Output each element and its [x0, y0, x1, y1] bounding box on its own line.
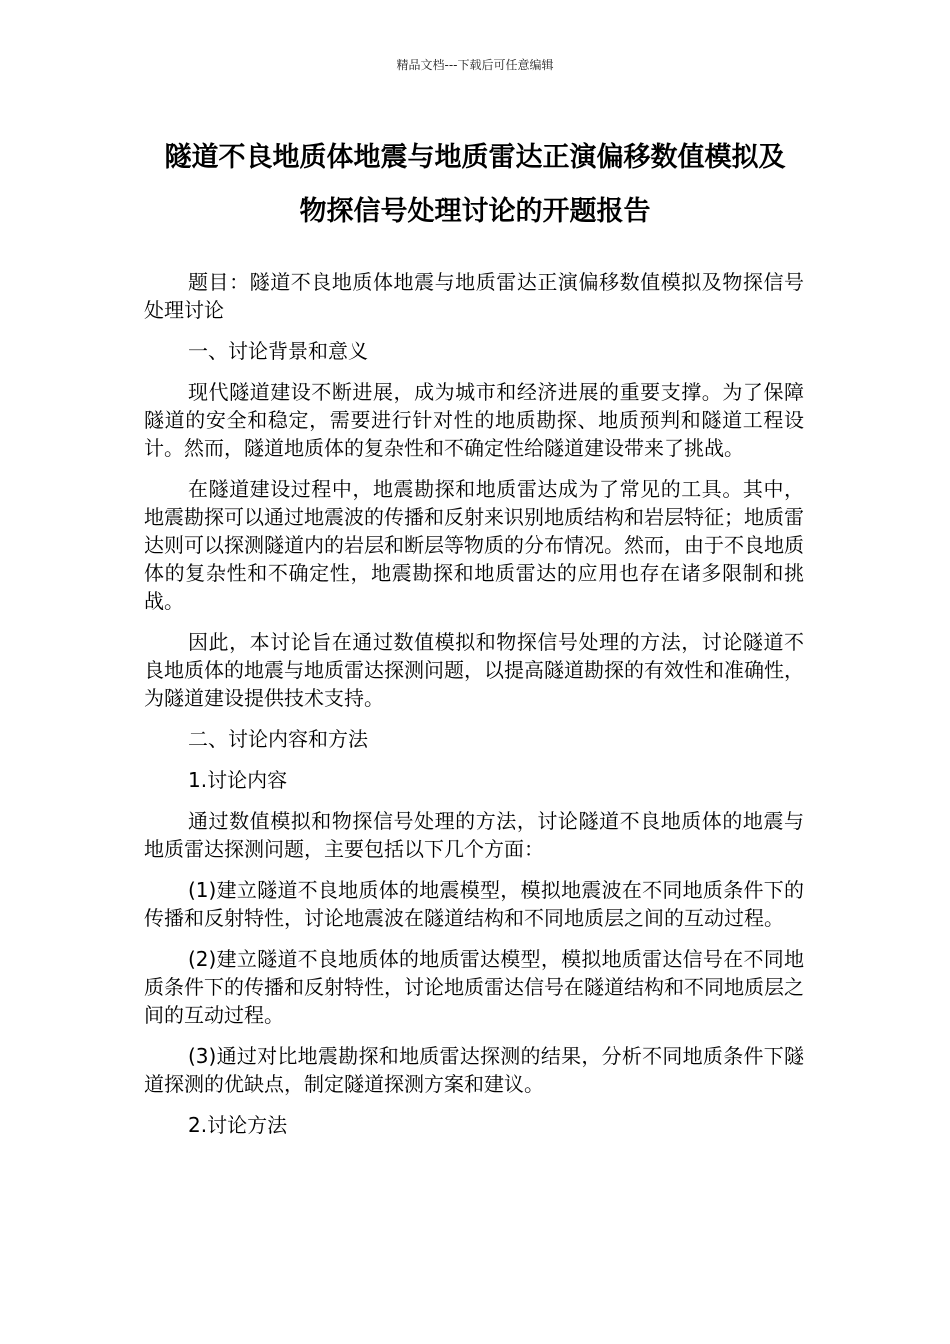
subsection-heading-content: 1.讨论内容 [188, 768, 288, 792]
title-line-1: 隧道不良地质体地震与地质雷达正演偏移数值模拟及 [164, 142, 786, 173]
body-paragraph: 因此，本讨论旨在通过数值模拟和物探信号处理的方法，讨论隧道不良地质体的地震与地质雷达探测问题，以提高隧道勘探的有效性和准确性，为隧道建设提供技术支持。 [144, 630, 804, 710]
section-heading-content-methods: 二、讨论内容和方法 [188, 727, 368, 751]
subsection-heading-methods: 2.讨论方法 [188, 1113, 288, 1137]
document-body [144, 268, 804, 1152]
body-paragraph: 现代隧道建设不断进展，成为城市和经济进展的重要支撑。为了保障隧道的安全和稳定，需要进行针对性的地质勘探、地质预判和隧道工程设计。然而，隧道地质体的复杂性和不确定性给隧道建设带来了挑战。 [144, 380, 804, 460]
body-paragraph: 通过数值模拟和物探信号处理的方法，讨论隧道不良地质体的地震与地质雷达探测问题，主要包括以下几个方面： [144, 809, 804, 861]
list-item: (3)通过对比地震勘探和地质雷达探测的结果，分析不同地质条件下隧道探测的优缺点，制定隧道探测方案和建议。 [144, 1044, 804, 1096]
document-title [135, 131, 815, 239]
list-item: (2)建立隧道不良地质体的地质雷达模型，模拟地质雷达信号在不同地质条件下的传播和反射特性，讨论地质雷达信号在隧道结构和不同地质层之间的互动过程。 [144, 947, 804, 1027]
list-item: (1)建立隧道不良地质体的地震模型，模拟地震波在不同地质条件下的传播和反射特性，讨论地震波在隧道结构和不同地质层之间的互动过程。 [144, 878, 804, 930]
topic-paragraph: 题目：隧道不良地质体地震与地质雷达正演偏移数值模拟及物探信号处理讨论 [144, 270, 804, 322]
page-header: 精品文档---下载后可任意编辑 [396, 58, 554, 72]
title-line-2: 物探信号处理讨论的开题报告 [299, 196, 651, 227]
section-heading-background: 一、讨论背景和意义 [188, 339, 368, 363]
body-paragraph: 在隧道建设过程中，地震勘探和地质雷达成为了常见的工具。其中，地震勘探可以通过地震波的传播和反射来识别地质结构和岩层特征；地质雷达则可以探测隧道内的岩层和断层等物质的分布情况。然而，由于不良地质体的复杂性和不确定性，地震勘探和地质雷达的应用也存在诸多限制和挑战。 [144, 477, 804, 613]
